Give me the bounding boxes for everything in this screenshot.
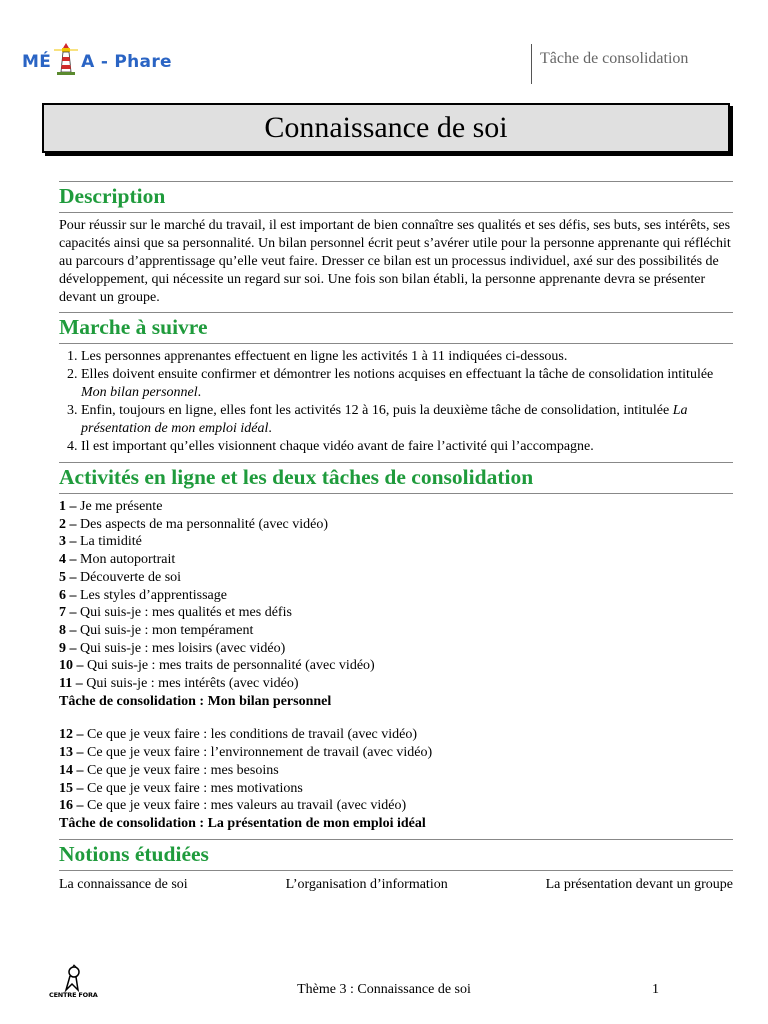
activity-item: 13 – Ce que je veux faire : l’environnement de travail (avec vidéo) (59, 745, 433, 761)
step-tail: . (268, 421, 272, 436)
activity-item: 2 – Des aspects de ma personnalité (avec vidéo) (59, 516, 329, 532)
activity-item: 10 – Qui suis-je : mes traits de personnalité (avec vidéo) (59, 658, 375, 674)
section-heading-steps: Marche à suivre (59, 315, 208, 339)
activity-item: 9 – Qui suis-je : mes loisirs (avec vidéo) (59, 640, 286, 656)
activity-item: 7 – Qui suis-je : mes qualités et mes défis (59, 605, 292, 621)
section-notions (59, 839, 733, 871)
section-heading-description: Description (59, 184, 166, 208)
steps-list (59, 348, 733, 456)
activity-item: 11 – Qui suis-je : mes intérêts (avec vidéo) (59, 676, 299, 692)
activity-item: 15 – Ce que je veux faire : mes motivations (59, 780, 303, 796)
header-task-label: Tâche de consolidation (540, 50, 689, 67)
activity-item: 5 – Découverte de soi (59, 569, 182, 585)
header-divider (531, 44, 532, 84)
step-item (81, 348, 733, 366)
step-text: Il est important qu’elles visionnent chaque vidéo avant de faire l’activité qui l’accompagne. (81, 439, 594, 454)
notions-row (59, 877, 733, 893)
page-title: Connaissance de soi (264, 111, 508, 144)
step-text: Les personnes apprenantes effectuent en ligne les activités 1 à 11 indiquées ci-dessous. (81, 349, 568, 364)
main-content (59, 181, 733, 893)
page-header (0, 0, 768, 90)
title-box (42, 103, 730, 153)
notion-item: La présentation devant un groupe (545, 876, 733, 892)
notion-item: La connaissance de soi (59, 876, 188, 892)
step-text: Enfin, toujours en ligne, elles font les activités 12 à 16, puis la deuxième tâche de consolidation, intitulée (81, 403, 673, 418)
section-steps (59, 312, 733, 344)
footer-logo-text: CENTRE FORA (49, 991, 98, 999)
activity-item: 3 – La timidité (59, 534, 142, 550)
activity-item: 14 – Ce que je veux faire : mes besoins (59, 762, 279, 778)
step-title-italic: La présentation de mon emploi idéal (81, 403, 688, 436)
activity-item: 16 – Ce que je veux faire : mes valeurs au travail (avec vidéo) (59, 798, 407, 814)
activities-list (59, 498, 733, 833)
section-description (59, 181, 733, 213)
logo-text-left: MÉ (22, 52, 52, 72)
step-tail: . (197, 385, 202, 400)
consolidation-task-1: Tâche de consolidation : Mon bilan personnel (59, 693, 332, 709)
meta-phare-logo (22, 48, 172, 76)
description-text: Pour réussir sur le marché du travail, il est important de bien connaître ses qualités et ses défis, ses buts, ses intérêts, ses capacités ainsi que sa personnalité. Un bilan personnel écrit peut s’avérer utile pour la personne apprenante qui réfléchit au parcours d’apprentissage qu’elle veut faire. Dresser ce bilan est un processus individuel, axé sur des possibilités de développement, qui nécessite un regard sur soi. Une fois son bilan établi, la personne apprenante devra se présenter devant un groupe. (59, 218, 731, 305)
section-activities (59, 462, 733, 494)
logo-text-right: A - Phare (81, 52, 172, 72)
consolidation-task-2: Tâche de consolidation : La présentation de mon emploi idéal (59, 815, 426, 831)
activity-item: 1 – Je me présente (59, 499, 163, 514)
spacer (59, 710, 733, 726)
step-item (81, 402, 733, 438)
lighthouse-icon (54, 43, 78, 75)
step-text: Elles doivent ensuite confirmer et démontrer les notions acquises en effectuant la tâche de consolidation intitulée (81, 367, 714, 382)
step-title-italic: Mon bilan personnel (81, 385, 198, 400)
activity-item: 6 – Les styles d’apprentissage (59, 587, 227, 603)
step-item (81, 366, 733, 402)
page-number: 1 (652, 982, 659, 997)
section-heading-activities: Activités en ligne et les deux tâches de consolidation (59, 465, 534, 489)
section-heading-notions: Notions étudiées (59, 841, 209, 866)
activity-item: 12 – Ce que je veux faire : les conditions de travail (avec vidéo) (59, 727, 418, 743)
activity-item: 4 – Mon autoportrait (59, 552, 176, 568)
footer-theme: Thème 3 : Connaissance de soi (297, 982, 471, 997)
step-item (81, 438, 733, 456)
activity-item: 8 – Qui suis-je : mon tempérament (59, 622, 254, 638)
notion-item: L’organisation d’information (285, 876, 448, 892)
